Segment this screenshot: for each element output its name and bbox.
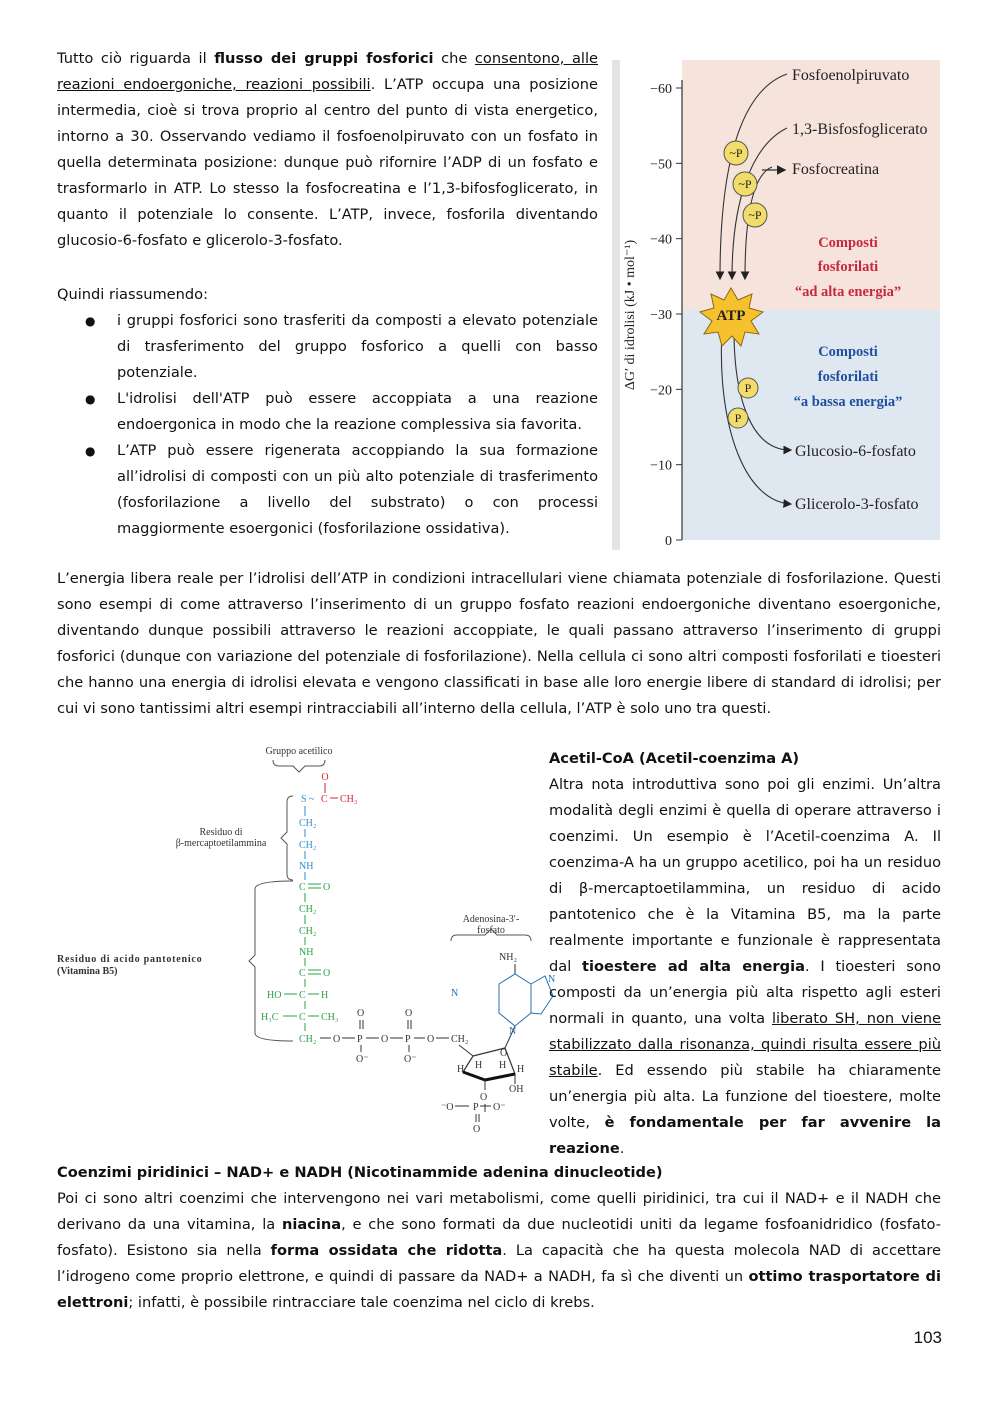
high-energy-label: fosforilati [817,259,879,275]
underlined-phrase: liberato SH, non viene stabilizzato dalla risonanza, quindi risulta essere più stabile [549,1010,941,1079]
y-tick-label: −30 [650,308,672,323]
page-number: 103 [913,1328,942,1347]
svg-text:S: S [301,794,307,805]
svg-text:O: O [357,1008,365,1019]
adenosine-label: Adenosina-3′- [462,914,520,925]
high-phosphate-icon: ~P [729,146,743,160]
high-energy-label: Composti [818,235,878,251]
svg-text:N: N [451,988,459,999]
svg-text:O: O [323,882,331,893]
svg-text:C: C [299,968,306,979]
svg-text:N: N [509,1026,517,1037]
low-phosphate-icon: P [744,381,752,395]
bold-phrase: ottimo trasportatore di elettroni [57,1268,941,1311]
pantothenic-label: Residuo di acido pantotenico [57,954,203,965]
svg-text:CH₃: CH₃ [321,1012,339,1023]
svg-text:C: C [299,882,306,893]
svg-text:CH₂: CH₂ [299,926,317,937]
svg-text:O: O [321,772,329,783]
energy-paragraph: L’energia libera reale per l’idrolisi dell’ATP in condizioni intracellulari viene chiamata potenziale di fosforilazione. Questi sono esempi di come attraverso l’inserimento di un gruppo fosfato reazioni endoergoniche diventano esoergoniche, diventando dunque possibili attraverso le reazioni accoppiate, le quali passano attraverso l’inserimento di gruppi fosforici (dunque con variazione del potenziale di fosforilazione). Nella cellula ci sono altri composti fosforilati e tioesteri che hanno una energia di idrolisi elevata e vengono classificati in base alle loro energie libere di standard di idrolisi; per cui vi sono tantissimi altri esempi rintracciabili all’interno della cellula, l’ATP è solo uno tra questi. [57,570,941,717]
svg-text:H: H [499,1060,507,1071]
svg-text:C: C [299,1012,306,1023]
acetyl-coa-structure [55,738,556,1138]
adenosine-label: fosfato [477,925,505,936]
svg-text:CH₂: CH₂ [299,840,317,851]
svg-text:H: H [475,1060,483,1071]
bold-phrase: niacina [281,1216,342,1233]
svg-text:C: C [321,794,328,805]
svg-text:NH: NH [299,861,314,872]
acetyl-coa-heading: Acetil-CoA (Acetil-coenzima A) [549,750,800,767]
pantothenic-label: (Vitamina B5) [57,966,118,977]
svg-text:P: P [473,1102,479,1113]
summary-item: ● L’ATP può essere rigenerata accoppiando la sua formazione all’idrolisi di composti con un più alto potenziale di trasferimento (fosforilazione a livello del substrato) o con processi maggiormente esoergonici (fosforilazione ossidativa). [57,438,598,542]
low-phosphate-icon: P [734,411,742,425]
svg-text:O: O [480,1092,488,1103]
high-energy-label: “ad alta energia” [794,284,902,300]
acetyl-paragraph: Altra nota introduttiva sono poi gli enzimi. Un’altra modalità degli enzimi è quella di operare attraverso i coenzimi. Un esempio è l’Acetil-coenzima A. Il coenzima-A ha un gruppo acetilico, poi ha un residuo di β-mercaptoetilammina, un residuo di acido pantotenico che è la Vitamina B5, ma la parte realmente importante e funzionale è rappresentata dal tioestere ad alta energia. I tioesteri sono composti da un’energia più alta rispetto agli esteri normali in quanto, una volta liberato SH, non viene stabilizzato dalla risonanza, quindi risulta essere più stabile. Ed essendo più stabile ha chiaramente un’energia più alta. La funzione del tioestere, molte volte, è fondamentale per far avvenire la reazione. [549,776,941,1157]
svg-text:CH₂: CH₂ [299,818,317,829]
svg-text:NH: NH [299,947,314,958]
nad-heading: Coenzimi piridinici – NAD+ e NADH (Nicotinammide adenina dinucleotide) [57,1164,663,1181]
low-energy-label: “a bassa energia” [793,394,903,410]
nad-paragraph: Poi ci sono altri coenzimi che intervengono nei vari metabolismi, come quelli piridinici, tra cui il NAD+ e il NADH che derivano da una vitamina, la niacina, e che sono formati da due nucleotidi uniti da legame fosfoanidridico (fosfato-fosfato). Esistono sia nella forma ossidata che ridotta. La capacità che ha questa molecola NAD di accettare l’idrogeno come proprio elettrone, e quindi di passare da NAD+ a NADH, fa sì che diventi un ottimo trasportatore di elettroni; infatti, è possibile rintracciare tale coenzima nel ciclo di krebs. [57,1190,942,1311]
left-shade [612,60,620,550]
compound-label: Glicerolo-3-fosfato [795,496,919,513]
atp-label: ATP [716,308,746,324]
bold-phrase: è fondamentale per far avvenire la reazione [549,1114,941,1157]
svg-text:OH: OH [509,1084,524,1095]
compound-label: Fosfoenolpiruvato [792,67,910,84]
svg-text:~: ~ [309,794,315,805]
y-axis-label: ΔG′ di idrolisi (kJ • mol⁻¹) [623,239,638,391]
phosphate-energy-diagram [612,50,942,555]
compound-label: Fosfocreatina [792,161,880,178]
svg-text:H: H [517,1064,525,1075]
compound-label: Glucosio-6-fosfato [795,443,916,460]
y-tick-label: 0 [665,534,672,549]
svg-text:O: O [473,1124,481,1135]
low-energy-label: fosforilati [817,369,879,385]
svg-text:CH₂: CH₂ [299,904,317,915]
bold-phrase: forma ossidata che ridotta [270,1242,503,1259]
bold-phrase: flusso dei gruppi fosforici [214,50,434,67]
mercapto-label: β-mercaptoetilammina [175,838,267,849]
y-ticks [650,82,682,549]
y-tick-label: −20 [650,383,672,399]
high-energy-region [682,60,940,310]
svg-text:O: O [323,968,331,979]
y-tick-label: −50 [650,157,672,173]
svg-text:CH₂: CH₂ [451,1034,469,1045]
svg-text:NH₂: NH₂ [499,952,517,963]
high-phosphate-icon: ~P [748,208,762,222]
y-tick-label: −40 [650,232,672,248]
svg-text:P: P [357,1034,363,1045]
svg-text:CH₂: CH₂ [299,1034,317,1045]
svg-text:P: P [405,1034,411,1045]
svg-text:O⁻: O⁻ [404,1054,417,1065]
svg-text:O⁻: O⁻ [356,1054,369,1065]
mercapto-label: Residuo di [199,827,243,838]
svg-text:O: O [333,1034,341,1045]
low-energy-label: Composti [818,344,878,360]
summary-list [57,308,598,542]
acetyl-group-label: Gruppo acetilico [265,746,333,757]
high-phosphate-icon: ~P [738,177,752,191]
underlined-phrase: consentono, alle reazioni endoergoniche, reazioni possibili [57,50,599,93]
svg-text:HO: HO [267,990,282,1001]
summary-title: Quindi riassumendo: [57,286,209,303]
bold-phrase: tioestere ad alta energia [582,958,805,975]
svg-text:CH₃: CH₃ [340,794,358,805]
svg-text:O⁻: O⁻ [493,1102,506,1113]
svg-text:O: O [405,1008,413,1019]
svg-text:⁻O: ⁻O [441,1102,454,1113]
svg-text:O: O [427,1034,435,1045]
summary-item: ● L'idrolisi dell'ATP può essere accoppiata a una reazione endoergonica in modo che la reazione complessiva sia favorita. [57,386,598,438]
y-tick-label: −60 [650,82,672,97]
svg-text:H₃C: H₃C [261,1012,279,1023]
svg-text:O: O [500,1048,508,1059]
svg-text:C: C [299,990,306,1001]
svg-text:H: H [321,990,329,1001]
svg-text:H: H [457,1064,465,1075]
intro-paragraph: Tutto ciò riguarda il flusso dei gruppi fosforici che consentono, alle reazioni endoergoniche, reazioni possibili. L’ATP occupa una posizione intermedia, cioè si trova proprio al centro del punto di vista energetico, intorno a 30. Osservando vediamo il fosfoenolpiruvato con un fosfato in quella determinata posizione: dunque può rifornire l’ADP di un fosfato e trasformarlo in ATP. Lo stesso la fosfocreatina e l’1,3-bifosfoglicerato, in quanto il potenziale lo consente. L’ATP, invece, fosforila diventando glucosio-6-fosfato e glicerolo-3-fosfato. [57,50,599,249]
summary-item: ● i gruppi fosforici sono trasferiti da composti a elevato potenziale di trasferimento del gruppo fosforico a quelli con basso potenziale. [57,308,598,386]
svg-text:O: O [381,1034,389,1045]
compound-label: 1,3-Bisfosfoglicerato [792,121,928,138]
svg-text:N: N [548,974,556,985]
y-tick-label: −10 [650,458,672,474]
